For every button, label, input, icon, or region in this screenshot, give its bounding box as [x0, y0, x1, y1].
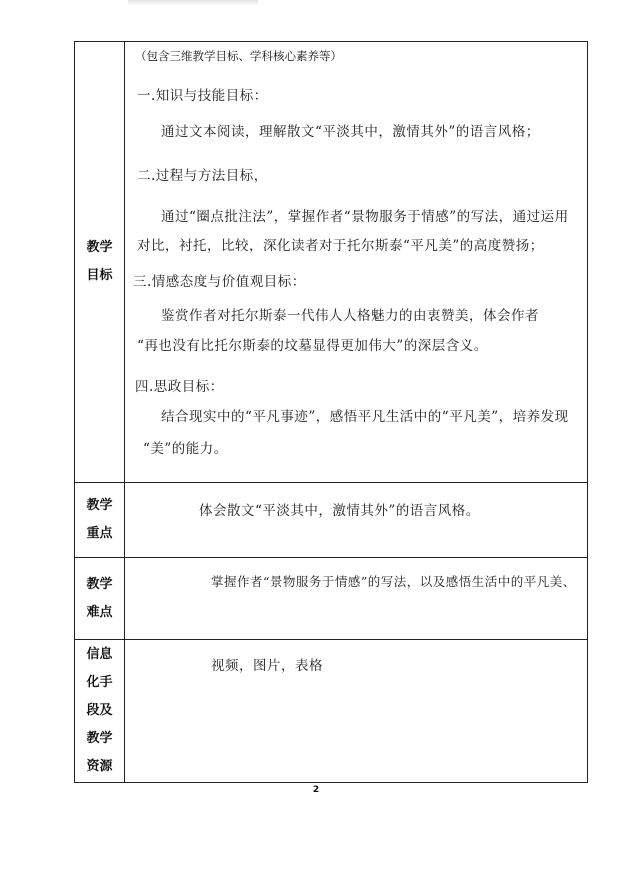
- label-key-points: 教学 重点: [75, 483, 125, 558]
- goal-line: “美”的能力。: [143, 441, 228, 457]
- goal-line: 通过“圈点批注法”，掌握作者“景物服务于情感”的写法，通过运用: [161, 209, 569, 225]
- scan-header-fragment: [128, 0, 258, 6]
- row-teaching-goals: [75, 42, 588, 483]
- key-points-text: 体会散文“平淡其中，激情其外”的语言风格。: [199, 503, 480, 519]
- goal-line: “再也没有比托尔斯泰的坟墓显得更加伟大”的深层含义。: [137, 338, 488, 354]
- row-key-points: [75, 483, 588, 558]
- label-teaching-goals: 教学 目标: [75, 42, 125, 483]
- page-number: 2: [312, 785, 320, 795]
- goal-line: 鉴赏作者对托尔斯泰一代伟人人格魅力的由衷赞美，体会作者: [161, 308, 539, 324]
- goal-line: 结合现实中的“平凡事迹”，感悟平凡生活中的“平凡美”，培养发现: [161, 409, 569, 425]
- label-difficulties: 教学 难点: [75, 558, 125, 640]
- label-resources: 信息 化手 段及 教学 资源: [75, 640, 125, 783]
- goal-heading-knowledge: 一.知识与技能目标：: [137, 88, 268, 104]
- row-difficulties: [75, 558, 588, 640]
- resources-text: 视频，图片，表格: [211, 658, 323, 674]
- content-key-points: [125, 483, 588, 558]
- goal-line: 对比，衬托，比较，深化读者对于托尔斯泰“平凡美”的高度赞扬；: [137, 238, 544, 254]
- lesson-plan-table: [74, 41, 588, 783]
- content-resources: [125, 640, 588, 783]
- goal-heading-process: 二.过程与方法目标，: [137, 168, 268, 184]
- difficulties-text: 掌握作者“景物服务于情感”的写法，以及感悟生活中的平凡美、: [211, 574, 576, 589]
- goal-heading-ideology: 四.思政目标：: [135, 379, 224, 395]
- row-resources: [75, 640, 588, 783]
- goal-line: 通过文本阅读，理解散文“平淡其中，激情其外”的语言风格；: [161, 124, 540, 140]
- goals-hint: （包含三维教学目标、学科核心素养等）: [135, 49, 342, 63]
- content-teaching-goals: [125, 42, 588, 483]
- goal-heading-emotion: 三.情感态度与价值观目标：: [133, 274, 306, 290]
- content-difficulties: [125, 558, 588, 640]
